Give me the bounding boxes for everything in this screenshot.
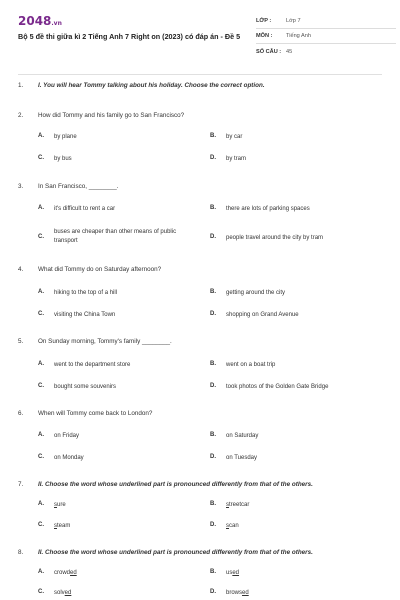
meta-row-subject <box>256 29 396 44</box>
meta-value: Lớp 7 <box>286 18 301 24</box>
logo-main: 2048 <box>18 14 52 28</box>
option-a[interactable] <box>38 569 198 578</box>
option-text <box>226 589 249 598</box>
option-text: bought some souvenirs <box>54 384 117 390</box>
meta-key: SỐ CÂU : <box>256 48 282 55</box>
option-b[interactable] <box>210 569 380 578</box>
underlined-part: s <box>54 502 57 508</box>
option-d[interactable] <box>210 522 380 531</box>
word-suffix: team <box>57 523 71 529</box>
question-number: 7. <box>18 481 24 488</box>
option-text: buses are cheaper than other means of public transport <box>54 229 177 244</box>
option-d[interactable] <box>210 234 380 243</box>
option-text: by tram <box>226 156 247 162</box>
option-letter: D. <box>210 311 216 317</box>
option-letter: B. <box>210 501 216 507</box>
option-letter: C. <box>38 589 44 595</box>
option-text: there are lots of parking spaces <box>226 206 310 212</box>
option-text: on Saturday <box>226 433 259 439</box>
option-letter: B. <box>210 133 216 139</box>
option-letter: C. <box>38 155 44 161</box>
option-a[interactable] <box>38 205 198 214</box>
option-a[interactable] <box>38 289 198 298</box>
option-a[interactable] <box>38 432 198 441</box>
option-text <box>54 501 66 510</box>
option-letter: D. <box>210 589 216 595</box>
question-number: 4. <box>18 266 24 273</box>
meta-row-class <box>256 14 396 29</box>
option-letter: A. <box>38 289 44 295</box>
option-letter: A. <box>38 501 44 507</box>
question-text: I. You will hear Tommy talking about his holiday. Choose the correct option. <box>38 82 265 89</box>
option-letter: C. <box>38 522 44 528</box>
question-text: How did Tommy and his family go to San Francisco? <box>38 112 185 119</box>
option-c[interactable] <box>38 155 198 164</box>
underlined-part: ed <box>242 590 249 596</box>
underlined-part: ed <box>232 570 240 576</box>
option-text <box>54 589 71 598</box>
underlined-part: s <box>226 502 229 508</box>
word-suffix: can <box>229 523 239 529</box>
word-prefix: solv <box>54 590 65 596</box>
option-text: by plane <box>54 134 77 140</box>
option-letter: A. <box>38 133 44 139</box>
option-text: went to the department store <box>54 362 131 368</box>
word-suffix: ure <box>57 502 66 508</box>
option-text: went on a boat trip <box>226 362 276 368</box>
option-b[interactable] <box>210 205 380 214</box>
option-letter: B. <box>210 569 216 575</box>
option-letter: A. <box>38 432 44 438</box>
underlined-part: ed <box>70 570 77 576</box>
option-a[interactable] <box>38 361 198 370</box>
meta-box <box>256 14 396 59</box>
option-c[interactable] <box>38 228 198 246</box>
option-letter: C. <box>38 234 44 240</box>
option-text: visiting the China Town <box>54 312 116 318</box>
question-text: II. Choose the word whose underlined part is pronounced differently from that of the others. <box>38 549 313 556</box>
meta-value: 45 <box>286 48 293 55</box>
option-text: getting around the city <box>226 290 286 296</box>
option-b[interactable] <box>210 289 380 298</box>
option-letter: C. <box>38 311 44 317</box>
option-letter: A. <box>38 361 44 367</box>
option-letter: D. <box>210 522 216 528</box>
option-letter: B. <box>210 205 216 211</box>
option-letter: A. <box>38 569 44 575</box>
option-b[interactable] <box>210 361 380 370</box>
option-letter: D. <box>210 454 216 460</box>
option-b[interactable] <box>210 133 380 142</box>
option-c[interactable] <box>38 383 198 392</box>
site-logo[interactable] <box>18 14 62 28</box>
word-prefix: crowd <box>54 570 71 576</box>
option-letter: C. <box>38 454 44 460</box>
option-text: on Monday <box>54 455 84 461</box>
logo-sub: .vn <box>51 20 62 27</box>
option-text: took photos of the Golden Gate Bridge <box>226 384 329 390</box>
question-number: 2. <box>18 112 24 119</box>
option-text <box>226 522 239 531</box>
question-number: 3. <box>18 183 24 190</box>
option-letter: B. <box>210 289 216 295</box>
option-letter: C. <box>38 383 44 389</box>
question-number: 1. <box>18 82 24 89</box>
option-text: shopping on Grand Avenue <box>226 312 299 318</box>
option-text: on Friday <box>54 433 80 439</box>
option-text: people travel around the city by tram <box>226 235 324 241</box>
option-text: by car <box>226 134 243 140</box>
header <box>18 14 382 66</box>
option-c[interactable] <box>38 311 198 320</box>
option-d[interactable] <box>210 454 380 463</box>
word-suffix: treetcar <box>229 502 250 508</box>
option-letter: B. <box>210 361 216 367</box>
option-d[interactable] <box>210 155 380 164</box>
document-title: Bộ 5 đề thi giữa kì 2 Tiếng Anh 7 Right on (2023) có đáp án - Đề 5 <box>18 32 241 41</box>
option-text: hiking to the top of a hill <box>54 290 118 296</box>
question-text: On Sunday morning, Tommy's family ________. <box>38 338 172 345</box>
underlined-part: s <box>226 523 229 529</box>
option-letter: A. <box>38 205 44 211</box>
header-divider <box>18 74 382 75</box>
option-text <box>54 569 77 578</box>
question-number: 8. <box>18 549 24 556</box>
option-d[interactable] <box>210 589 380 598</box>
option-text: it's difficult to rent a car <box>54 206 116 212</box>
option-text <box>226 569 239 578</box>
question-number: 5. <box>18 338 24 345</box>
question-text: What did Tommy do on Saturday afternoon? <box>38 266 162 273</box>
question-text: In San Francisco, ________. <box>38 183 119 190</box>
option-text <box>54 522 70 531</box>
option-letter: B. <box>210 432 216 438</box>
meta-key: LỚP : <box>256 18 272 24</box>
underlined-part: ed <box>64 590 72 596</box>
option-text: on Tuesday <box>226 455 258 461</box>
option-a[interactable] <box>38 501 198 510</box>
question-number: 6. <box>18 410 24 417</box>
meta-value: Tiếng Anh <box>286 33 311 39</box>
option-c[interactable] <box>38 589 198 598</box>
option-a[interactable] <box>38 133 198 142</box>
option-c[interactable] <box>38 454 198 463</box>
option-text <box>226 501 249 510</box>
word-prefix: brows <box>226 590 243 596</box>
option-c[interactable] <box>38 522 198 531</box>
option-d[interactable] <box>210 311 380 320</box>
option-d[interactable] <box>210 383 380 392</box>
meta-row-count <box>256 44 396 59</box>
option-letter: D. <box>210 234 216 240</box>
option-b[interactable] <box>210 432 380 441</box>
option-letter: D. <box>210 155 216 161</box>
question-text: When will Tommy come back to London? <box>38 410 153 417</box>
underlined-part: s <box>54 523 57 529</box>
option-text: by bus <box>54 156 72 162</box>
option-b[interactable] <box>210 501 380 510</box>
meta-key: MÔN : <box>256 33 273 39</box>
option-letter: D. <box>210 383 216 389</box>
question-text: II. Choose the word whose underlined part is pronounced differently from that of the others. <box>38 481 313 488</box>
word-prefix: us <box>226 570 233 576</box>
